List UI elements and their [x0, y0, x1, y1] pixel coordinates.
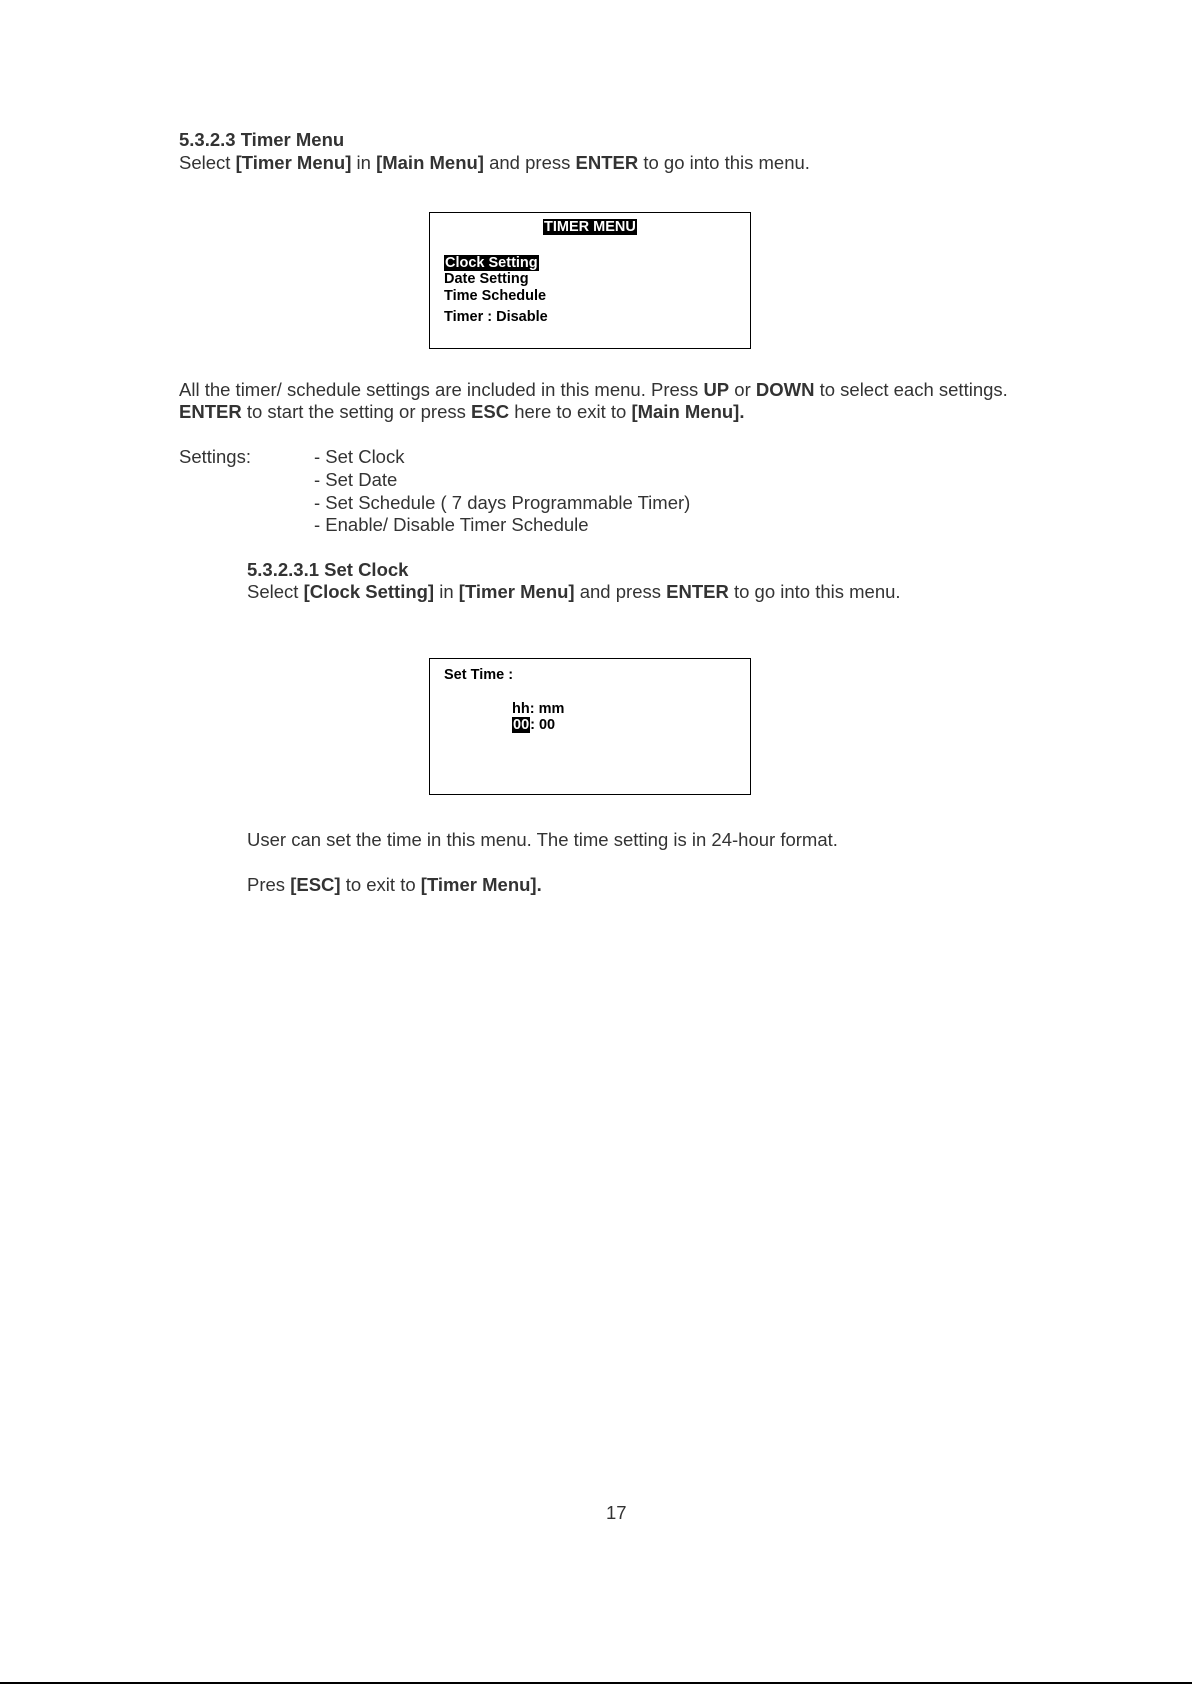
set-clock-intro: Select [Clock Setting] in [Timer Menu] and press ENTER to go into this menu. — [247, 581, 901, 602]
set-time-screen — [429, 658, 751, 795]
timer-menu-screen — [429, 212, 751, 349]
screen-item-timer-status: Timer : Disable — [444, 309, 548, 325]
screen-item-time-schedule: Time Schedule — [444, 288, 547, 304]
time-format-label: hh: mm — [512, 701, 565, 717]
settings-item-enable-disable: - Enable/ Disable Timer Schedule — [314, 514, 589, 535]
screen-item-clock-setting: Clock Setting — [445, 255, 538, 271]
settings-item-set-date: - Set Date — [314, 469, 398, 490]
settings-item-set-schedule: - Set Schedule ( 7 days Programmable Timer) — [314, 492, 691, 513]
set-clock-paragraph-1: User can set the time in this menu. The time setting is in 24-hour format. — [247, 829, 838, 850]
timer-menu-paragraph-2: ENTER to start the setting or press ESC here to exit to [Main Menu]. — [179, 401, 745, 422]
section-heading-set-clock: 5.3.2.3.1 Set Clock — [247, 559, 409, 580]
timer-menu-intro: Select [Timer Menu] in [Main Menu] and press ENTER to go into this menu. — [179, 152, 810, 173]
timer-menu-paragraph-1: All the timer/ schedule settings are included in this menu. Press UP or DOWN to select each settings. — [179, 379, 1008, 400]
section-heading-timer-menu: 5.3.2.3 Timer Menu — [179, 129, 345, 150]
settings-label: Settings: — [179, 446, 251, 467]
screen-title: TIMER MENU — [544, 219, 636, 235]
page-number: 17 — [606, 1502, 627, 1523]
set-clock-paragraph-2: Pres [ESC] to exit to [Timer Menu]. — [247, 874, 542, 895]
minutes-field: : 00 — [530, 717, 556, 733]
settings-item-set-clock: - Set Clock — [314, 446, 405, 467]
hours-field: 00 — [513, 717, 530, 733]
set-time-label: Set Time : — [444, 667, 514, 683]
time-value — [512, 718, 555, 733]
bottom-rule — [0, 1682, 1192, 1684]
screen-item-date-setting: Date Setting — [444, 271, 529, 287]
